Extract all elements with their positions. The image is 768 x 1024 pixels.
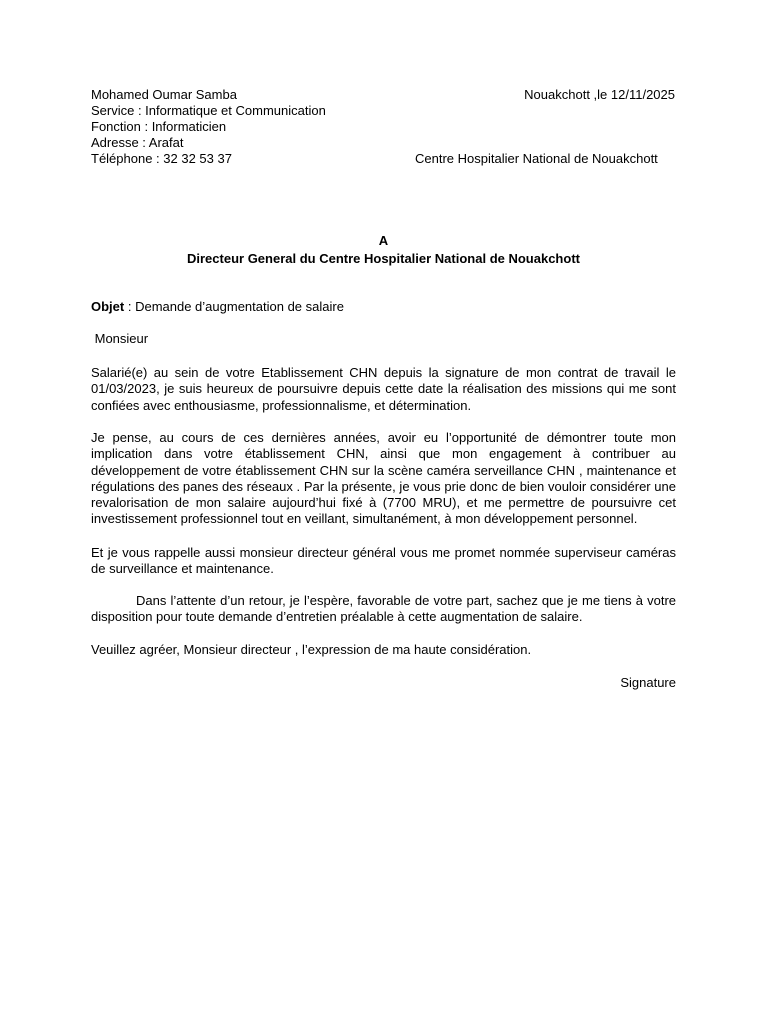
signature: Signature xyxy=(620,675,676,690)
paragraph-regards: Veuillez agréer, Monsieur directeur , l’expression de ma haute considération. xyxy=(91,642,532,657)
paragraph-reminder: Et je vous rappelle aussi monsieur directeur général vous me promet nommée superviseur caméras de surveillance et maintenance. xyxy=(91,545,676,577)
sender-fonction: Fonction : Informaticien xyxy=(91,119,227,134)
subject-label: Objet xyxy=(91,299,125,314)
institution-name: Centre Hospitalier National de Nouakchott xyxy=(415,151,658,166)
sender-adresse: Adresse : Arafat xyxy=(91,135,184,150)
place-date: Nouakchott ,le 12/11/2025 xyxy=(524,87,675,102)
subject-line xyxy=(91,299,344,315)
paragraph-closing: Dans l’attente d’un retour, je l’espère, favorable de votre part, sachez que je me tiens à votre disposition pour toute demande d’entretien préalable à cette augmentation de salaire. xyxy=(91,593,676,625)
salutation: Monsieur xyxy=(91,331,149,346)
paragraph-request: Je pense, au cours de ces dernières années, avoir eu l’opportunité de démontrer toute mon implication dans votre établissement CHN, ainsi que mon engagement à contribuer au développement de votre établissement CHN sur la scène caméra serveillance CHN , maintenance et régulations des panes des réseaux . Par la présente, je vous prie donc de bien vouloir considérer une revalorisation de mon salaire aujourd’hui fixé à (7700 MRU), et me permettre de poursuivre cet investissement professionnel tout en veillant, simultanément, à mon développement personnel. xyxy=(91,430,676,527)
recipient-title: Directeur General du Centre Hospitalier National de Nouakchott xyxy=(187,251,580,266)
subject-separator: : xyxy=(124,299,136,314)
paragraph-employment: Salarié(e) au sein de votre Etablissement CHN depuis la signature de mon contrat de travail le 01/03/2023, je suis heureux de poursuivre depuis cette date la réalisation des missions qui me sont confiées avec enthousiasme, professionnalisme, et détermination. xyxy=(91,365,676,413)
sender-name: Mohamed Oumar Samba xyxy=(91,87,237,102)
sender-telephone: Téléphone : 32 32 53 37 xyxy=(91,151,232,166)
sender-service: Service : Informatique et Communication xyxy=(91,103,326,118)
subject-text: Demande d’augmentation de salaire xyxy=(135,299,344,314)
recipient-prefix: A xyxy=(378,233,389,248)
